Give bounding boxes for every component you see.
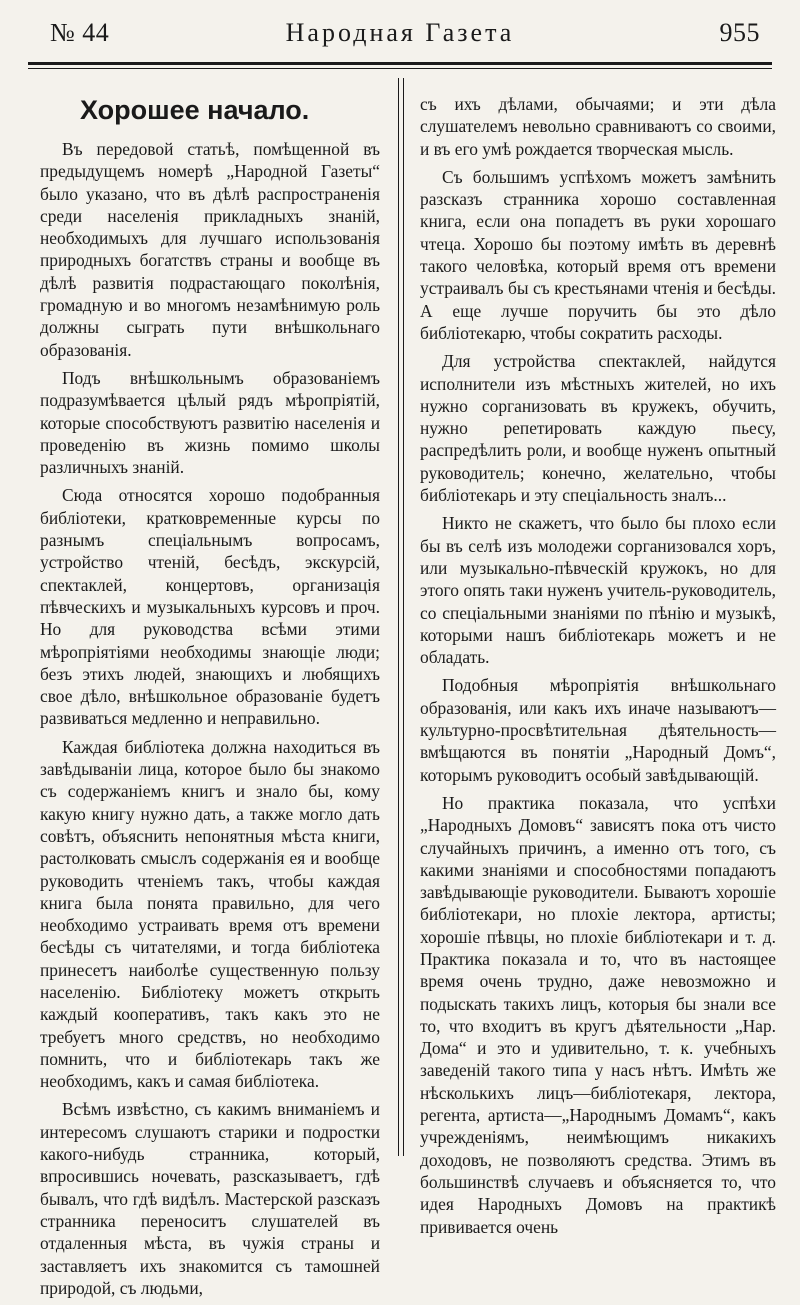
- header-rule-thick: [28, 62, 772, 65]
- paragraph: Для устройства спектаклей, найдутся исполнители изъ мѣстныхъ жителей, но ихъ нужно сорганизовать въ кружекъ, обучить, нужно репетировать каждую пьесу, распредѣлить роли, и вообще нуженъ опытный руководитель; конечно, желательно, чтобы библіотекарь и эту спеціальность зналъ...: [420, 351, 776, 506]
- paragraph: Всѣмъ извѣстно, съ какимъ вниманіемъ и интересомъ слушаютъ старики и подростки какого-нибудь странника, который, впросившись ночевать, разсказываетъ, гдѣ бывалъ, что гдѣ видѣлъ. Мастерской разсказъ странника переноситъ слушателей въ отдаленныя мѣста, въ чужія страны и заставляетъ ихъ знакомится съ тамошней природой, съ людьми,: [40, 1099, 380, 1298]
- column-divider: [403, 78, 404, 1156]
- page-header: [0, 0, 800, 62]
- page-number: 955: [719, 18, 760, 47]
- paragraph: Каждая библіотека должна находиться въ завѣдываніи лица, которое было бы знакомо съ содержаніемъ книгъ и знало бы, кому какую книгу нужно дать, а также могло дать совѣтъ, объяснить непонятныя мѣста книги, растолковать смыслъ содержанія ея и вообще руководить чтеніемъ такъ, чтобы каждая книга была понята правильно, для чего необходимо устраивать время отъ времени бесѣды съ читателями, и тогда библіотека принесетъ наиболѣе существенную пользу населенію. Библіотеку можетъ открыть каждый кооперативъ, такъ какъ это не требуетъ много средствъ, но необходимо помнить, что и библіотекарь такъ же необходимъ, какъ и самая библіотека.: [40, 736, 380, 1092]
- paragraph: Сюда относятся хорошо подобранныя библіотеки, кратковременные курсы по разнымъ спеціальнымъ вопросамъ, устройство чтеній, бесѣдъ, экскурсій, спектаклей, концертовъ, организація пѣвческихъ и музыкальныхъ курсовъ и проч. Но для руководства всѣми этими мѣропріятіями необходимы знающіе люди; безъ этихъ людей, знающихъ и любящихъ свое дѣло, внѣшкольное образованіе будетъ развиваться медленно и неправильно.: [40, 485, 380, 729]
- paragraph: Но практика показала, что успѣхи „Народныхъ Домовъ“ зависятъ пока отъ чисто случайныхъ причинъ, а именно отъ того, съ какими знаніями и способностями попадаютъ завѣдывающіе руководители. Бываютъ хорошіе библіотекари, но плохіе лектора, артисты; хорошіе пѣвцы, но плохіе библіотекари и т. д. Практика показала и то, что въ настоящее время очень трудно, даже невозможно и подыскать такихъ лицъ, которыя бы знали все то, что входитъ въ кругъ дѣятельности „Нар. Дома“ и это и удивительно, т. к. учебныхъ заведеній такого типа у насъ нѣтъ. Имѣть же нѣсколькихъ лицъ—библіотекаря, лектора, регента, артиста—„Народнымъ Домамъ“, какъ учрежденіямъ, неимѣющимъ никакихъ доходовъ, не позволяютъ средства. Этимъ въ большинствѣ случаевъ и объясняется то, что идея Народныхъ Домовъ на практикѣ прививается очень: [420, 792, 776, 1237]
- paragraph: съ ихъ дѣлами, обычаями; и эти дѣла слушателемъ невольно сравниваютъ со своими, и въ его умѣ рождается творческая мысль.: [420, 94, 776, 159]
- right-column: [420, 93, 776, 1244]
- paragraph: Въ передовой статьѣ, помѣщенной въ предыдущемъ номерѣ „Народной Газеты“ было указано, что въ дѣлѣ распространенія среди населенія прикладныхъ знаній, необходимыхъ для лучшаго использованія природныхъ богатствъ страны и вообще въ дѣлѣ развитія подрастающаго поколѣнія, громадную и во многомъ незамѣнимую роль должны сыграть пути внѣшкольнаго образованія.: [40, 139, 380, 360]
- article-title: Хорошее начало.: [80, 95, 310, 125]
- paragraph: Никто не скажетъ, что было бы плохо если бы въ селѣ изъ молодежи сорганизовался хоръ, или музыкально-пѣвческій кружокъ, но для этого опять таки нуженъ учитель-руководитель, со спеціальными знаніями по пѣнію и музыкѣ, которыми нашъ библіотекарь можетъ и не обладать.: [420, 513, 776, 668]
- issue-number: № 44: [50, 18, 110, 47]
- paragraph: Подъ внѣшкольнымъ образованіемъ подразумѣвается цѣлый рядъ мѣропріятій, которые способствуютъ развитію населенія и проведенію въ жизнь помимо школы различныхъ знаній.: [40, 367, 380, 478]
- paragraph: Подобныя мѣропріятія внѣшкольнаго образованія, или какъ ихъ иначе называютъ—культурно-просвѣтительная дѣятельность—вмѣщаются въ понятіи „Народный Домъ“, которымъ руководитъ особый завѣдывающій.: [420, 675, 776, 785]
- column-divider: [398, 78, 399, 1156]
- newspaper-title: Народная Газета: [285, 18, 515, 47]
- header-rule-thin: [28, 68, 772, 69]
- paragraph: Съ большимъ успѣхомъ можетъ замѣнить разсказъ странника хорошо составленная книга, если она попадетъ въ руки хорошаго чтеца. Хорошо бы поэтому имѣть въ деревнѣ такого человѣка, который время отъ времени устраивалъ бы съ крестьянами чтенія и бесѣды. А еще лучше поручить бы это дѣло библіотекарю, чтобы сократить расходы.: [420, 166, 776, 343]
- left-column: [40, 80, 380, 1305]
